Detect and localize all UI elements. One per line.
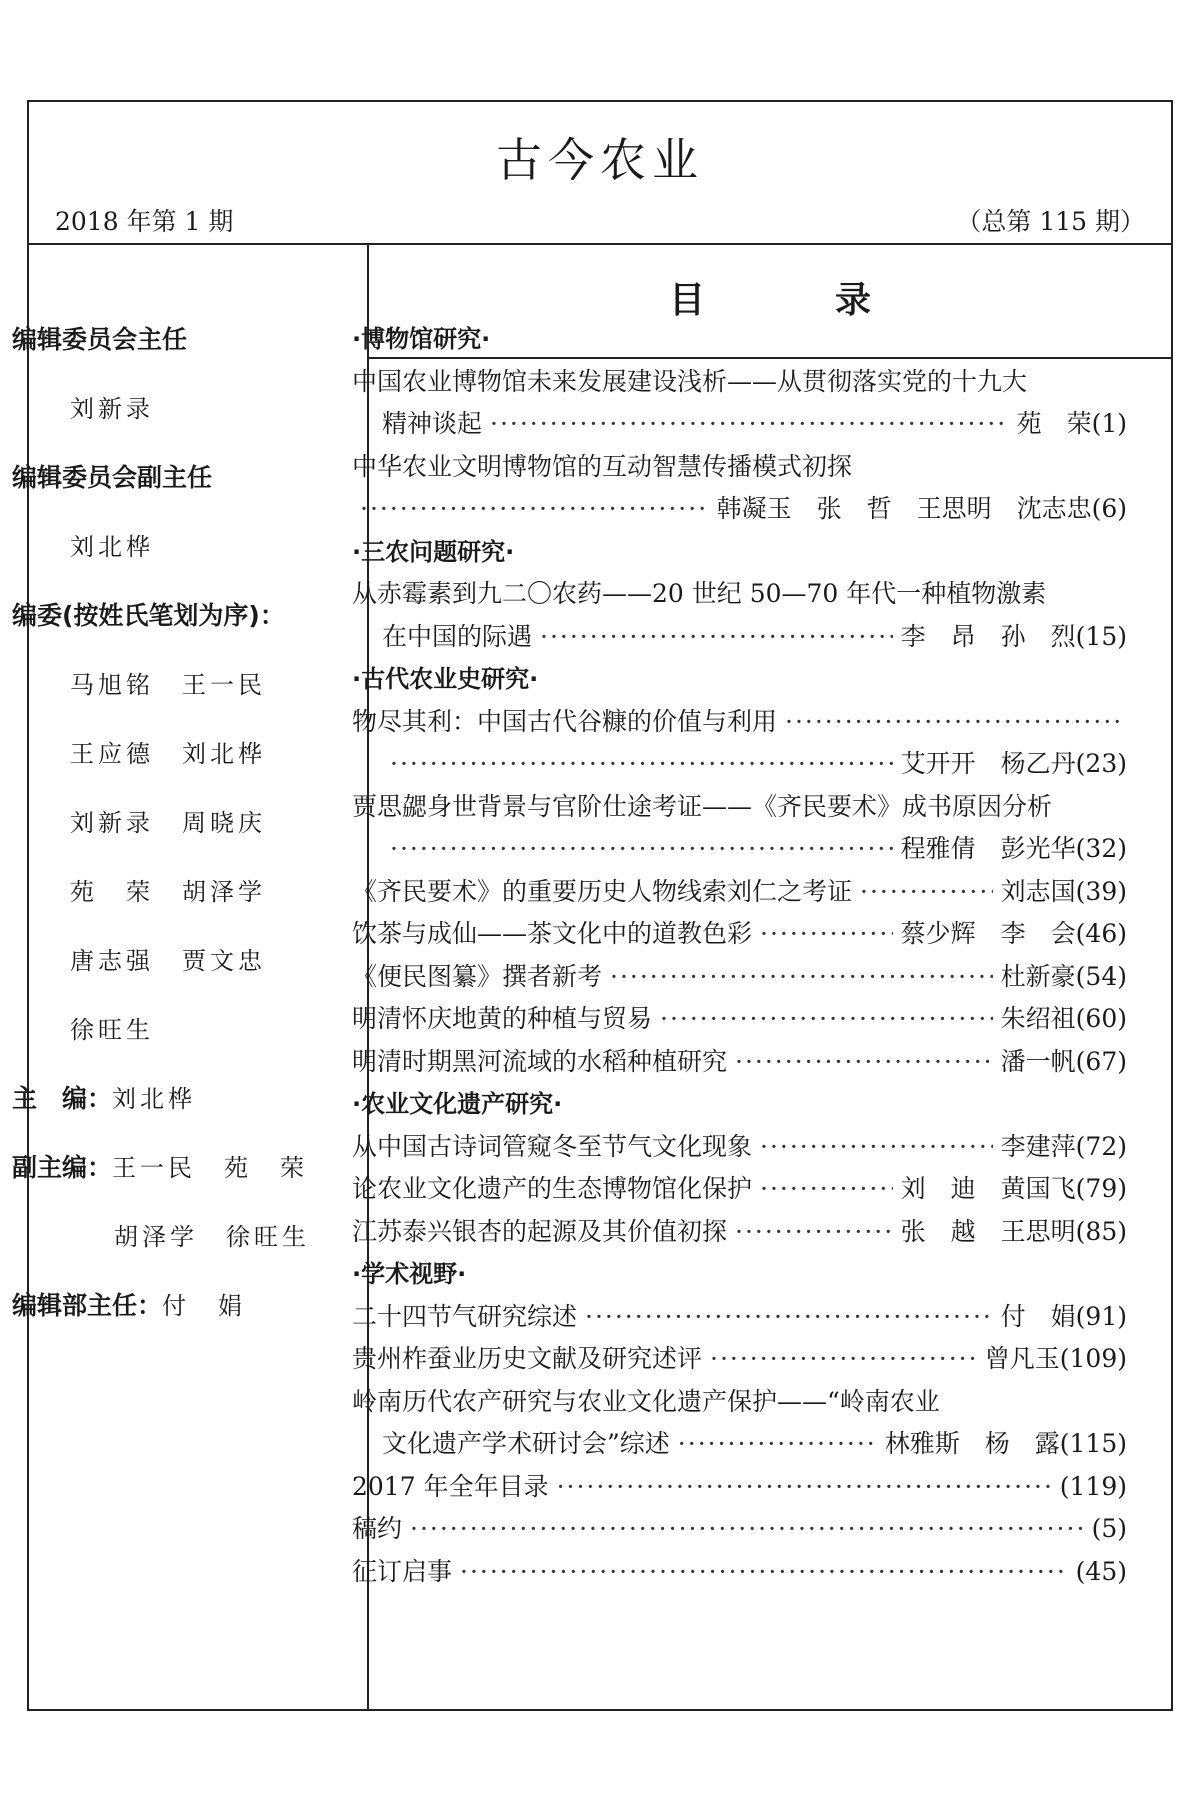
table-of-contents [352,318,1127,1593]
toc-entry [352,1508,1127,1551]
toc-entry-title: 稿约 [352,1514,403,1543]
toc-entry-title: 精神谈起 [382,409,483,438]
member-line: 刘新录 周晓庆 [70,809,266,837]
toc-entry-title: 从赤霉素到九二〇农药——20 世纪 50—70 年代一种植物激素 [352,579,1047,608]
leader-dots [390,828,893,871]
toc-entry [352,956,1127,999]
section-heading: ·博物馆研究· [352,325,491,353]
leader-dots [785,701,1119,744]
toc-entry [352,1211,1127,1254]
editorial-board [12,305,332,1340]
leader-dots [678,1423,877,1466]
leader-dots [735,1041,993,1084]
toc-entry-author-page: 艾开开 杨乙丹(23) [900,749,1127,778]
leader-dots [410,1508,1084,1551]
leader-dots [735,1211,893,1254]
chief-editor-label: 主 编： [12,1084,113,1113]
toc-entry-title: 贵州柞蚕业历史文献及研究述评 [352,1344,703,1373]
toc-entry-title: 论农业文化遗产的生态博物馆化保护 [352,1174,753,1203]
deputy-editor-label: 副主编： [12,1153,113,1182]
toc-entry [352,488,1127,531]
toc-entry [352,1551,1127,1594]
leader-dots [860,871,993,914]
deputy-editor-names-1: 王一民 苑 荣 [112,1154,309,1182]
toc-entry [352,403,1127,446]
toc-heading-char-1: 目 [668,280,705,321]
leader-dots [460,1551,1068,1594]
section-heading: ·三农问题研究· [352,537,515,566]
toc-entry [352,913,1127,956]
toc-entry-author-page: 林雅斯 杨 露(115) [884,1429,1127,1458]
total-issue-number: （总第 115 期） [956,207,1145,236]
leader-dots [660,998,993,1041]
toc-entry-author-page: 朱绍祖(60) [1000,1004,1127,1033]
toc-entry-author-page: 张 越 王思明(85) [900,1216,1127,1246]
leader-dots [760,1168,893,1211]
journal-title: 古今农业 [496,133,704,187]
toc-entry [352,701,1127,744]
issue-number: 2018 年第 1 期 [55,207,234,236]
leader-dots [710,1338,977,1381]
toc-entry [352,871,1127,914]
toc-entry [352,1041,1127,1084]
toc-entry-author-page: 刘志国(39) [1000,876,1127,906]
toc-entry-title: 明清怀庆地黄的种植与贸易 [352,1004,653,1033]
leader-dots [490,403,1009,446]
toc-entry [352,1126,1127,1169]
toc-entry [352,1168,1127,1211]
toc-entry-title: 明清时期黑河流域的水稻种植研究 [352,1046,728,1076]
office-director-name: 付 娟 [162,1292,247,1320]
leader-dots [540,616,893,659]
toc-heading [369,272,1171,323]
office-director-label: 编辑部主任： [12,1291,163,1320]
section-heading: ·学术视野· [352,1260,467,1288]
toc-entry [352,1296,1127,1339]
toc-entry-page: (45) [1075,1556,1127,1586]
committee-vice-name: 刘北桦 [70,533,154,561]
toc-entry-page: (5) [1091,1514,1127,1543]
toc-entry-title: 《齐民要术》的重要历史人物线索刘仁之考证 [352,876,853,906]
toc-entry-author-page: 曾凡玉(109) [984,1344,1127,1373]
leader-dots [585,1296,993,1339]
toc-entry-title: 征订启事 [352,1556,453,1586]
toc-heading-char-2: 录 [835,280,872,321]
toc-entry-page: (119) [1059,1471,1127,1501]
member-line: 王应德 刘北桦 [70,740,266,768]
toc-entry-title: 从中国古诗词管窥冬至节气文化现象 [352,1131,753,1161]
leader-dots [360,488,709,531]
leader-dots [760,913,893,956]
member-line: 徐旺生 [70,1016,154,1044]
toc-entry [352,1423,1127,1466]
header-divider [29,243,1171,245]
toc-entry-author-page: 韩凝玉 张 哲 王思明 沈志忠(6) [716,494,1127,523]
committee-vice-label: 编辑委员会副主任 [12,463,213,492]
toc-entry-title: 岭南历代农产研究与农业文化遗产保护——“岭南农业 [352,1386,940,1416]
toc-entry-title: 江苏泰兴银杏的起源及其价值初探 [352,1216,728,1246]
toc-entry-author-page: 蔡少辉 李 会(46) [900,919,1127,948]
toc-entry-author-page: 李建萍(72) [1000,1131,1127,1161]
toc-entry [352,743,1127,786]
toc-entry-author-page: 程雅倩 彭光华(32) [900,834,1127,863]
toc-entry-title: 物尽其利：中国古代谷糠的价值与利用 [352,706,778,736]
toc-entry-title: 2017 年全年目录 [352,1471,549,1501]
toc-entry [352,998,1127,1041]
leader-dots [390,743,893,786]
deputy-editor-names-2: 胡泽学 徐旺生 [114,1223,310,1251]
toc-entry-author-page: 杜新豪(54) [1000,961,1127,991]
leader-dots [610,956,993,999]
toc-entry [352,828,1127,871]
leader-dots [557,1466,1052,1509]
toc-entry-author-page: 刘 迪 黄国飞(79) [900,1174,1127,1203]
toc-entry-title: 《便民图纂》撰者新考 [352,961,603,991]
members-label: 编委(按姓氏笔划为序)： [12,601,285,630]
toc-entry-author-page: 付 娟(91) [1000,1301,1127,1331]
member-line: 苑 荣 胡泽学 [70,878,266,906]
toc-entry [352,1338,1127,1381]
toc-entry-title: 中华农业文明博物馆的互动智慧传播模式初探 [352,451,853,481]
toc-entry-title: 二十四节气研究综述 [352,1301,578,1331]
toc-entry-title: 中国农业博物馆未来发展建设浅析——从贯彻落实党的十九大 [352,366,1028,396]
toc-entry [352,1466,1127,1509]
toc-entry [352,616,1127,659]
toc-entry-author-page: 苑 荣(1) [1016,409,1127,438]
toc-entry-author-page: 潘一帆(67) [1000,1046,1127,1076]
chief-editor-name: 刘北桦 [112,1085,197,1113]
section-heading: ·农业文化遗产研究· [352,1090,563,1118]
section-heading: ·古代农业史研究· [352,665,539,693]
toc-entry-title: 贾思勰身世背景与官阶仕途考证——《齐民要术》成书原因分析 [352,791,1053,821]
committee-director-name: 刘新录 [70,395,154,423]
member-line: 唐志强 贾文忠 [70,947,266,975]
toc-entry-author-page: 李 昂 孙 烈(15) [900,621,1127,651]
committee-director-label: 编辑委员会主任 [12,325,188,354]
toc-entry-title: 在中国的际遇 [382,621,533,651]
leader-dots [760,1126,993,1169]
toc-entry-title: 饮茶与成仙——茶文化中的道教色彩 [352,919,753,948]
member-line: 马旭铭 王一民 [70,671,266,699]
toc-entry-title: 文化遗产学术研讨会”综述 [382,1429,670,1458]
